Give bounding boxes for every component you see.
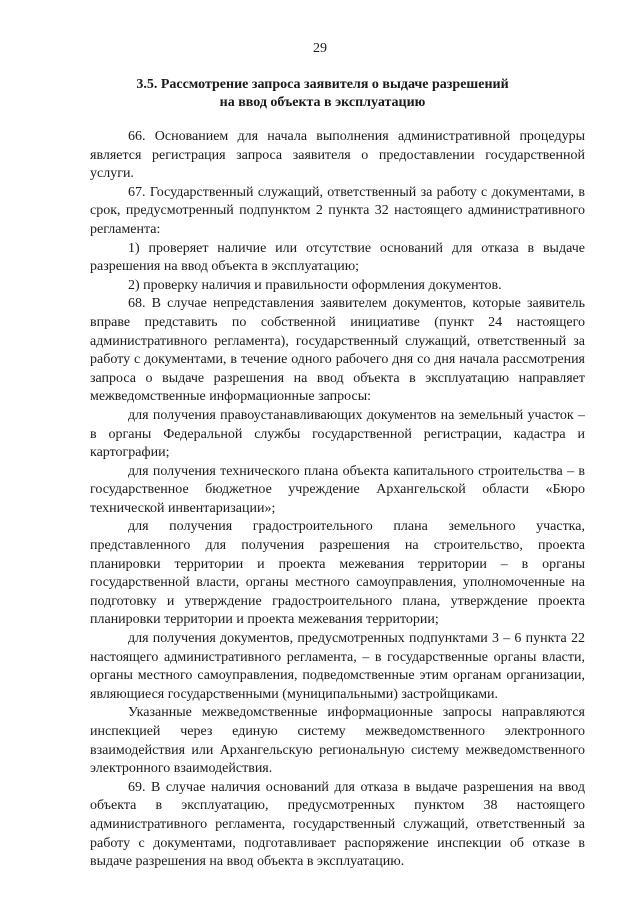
- page-number: 29: [313, 41, 327, 56]
- paragraph-67-item-2: 2) проверку наличия и правильности оформления документов.: [128, 277, 502, 293]
- paragraph-68-request-urban-plan: для получения градостроительного плана земельного участка, представленного для получения разрешения на строительство, проекта планировки территории и проекта межевания территории – в органы государственной власти, органы местного самоуправления, уполномоченные на подготовку и утверждение градостроительного плана, утверждение проекта планировки территории и проекта межевания территории;: [90, 519, 585, 628]
- paragraph-69: 69. В случае наличия оснований для отказа в выдаче разрешения на ввод объекта в эксплуатацию, предусмотренных пунктом 38 настоящего административного регламента, государственный служащий, ответственный за работу с документами, подготавливает распоряжение инспекции об отказе в выдаче разрешения на ввод объекта в эксплуатацию.: [90, 779, 585, 870]
- document-body: [90, 128, 585, 872]
- paragraph-67: 67. Государственный служащий, ответственный за работу с документами, в срок, предусмотренный подпунктом 2 пункта 32 настоящего административного регламента:: [90, 184, 585, 237]
- paragraph-68: 68. В случае непредставления заявителем документов, которые заявитель вправе представить по собственной инициативе (пункт 24 настоящего административного регламента), государственный служащий, ответственный за работу с документами, в течение одного рабочего дня со дня начала рассмотрения запроса о выдаче разрешения на ввод объекта в эксплуатацию направляет межведомственные информационные запросы:: [90, 296, 585, 405]
- paragraph-68-request-technical-plan: для получения технического плана объекта капитального строительства – в государственное бюджетное учреждение Архангельской области «Бюро технической инвентаризации»;: [90, 463, 585, 516]
- section-title: [90, 76, 555, 112]
- section-title-line-2: на ввод объекта в эксплуатацию: [219, 95, 426, 110]
- paragraph-67-item-1: 1) проверяет наличие или отсутствие оснований для отказа в выдаче разрешения на ввод объекта в эксплуатацию;: [90, 240, 585, 275]
- paragraph-68-request-documents: для получения документов, предусмотренных подпунктами 3 – 6 пункта 22 настоящего административного регламента, – в государственные органы власти, органы местного самоуправления, подведомственные этим органам организации, являющиеся государственными (муниципальными) застройщиками.: [90, 631, 585, 702]
- paragraph-66: 66. Основанием для начала выполнения административной процедуры является регистрация запроса заявителя о предоставлении государственной услуги.: [90, 129, 585, 182]
- section-title-line-1: 3.5. Рассмотрение запроса заявителя о выдаче разрешений: [136, 77, 509, 92]
- paragraph-68-requests-channel: Указанные межведомственные информационные запросы направляются инспекцией через единую систему межведомственного электронного взаимодействия или Архангельскую региональную систему межведомственного электронного взаимодействия.: [90, 705, 585, 777]
- paragraph-68-request-land: для получения правоустанавливающих документов на земельный участок – в органы Федеральной службы государственной регистрации, кадастра и картографии;: [90, 407, 585, 461]
